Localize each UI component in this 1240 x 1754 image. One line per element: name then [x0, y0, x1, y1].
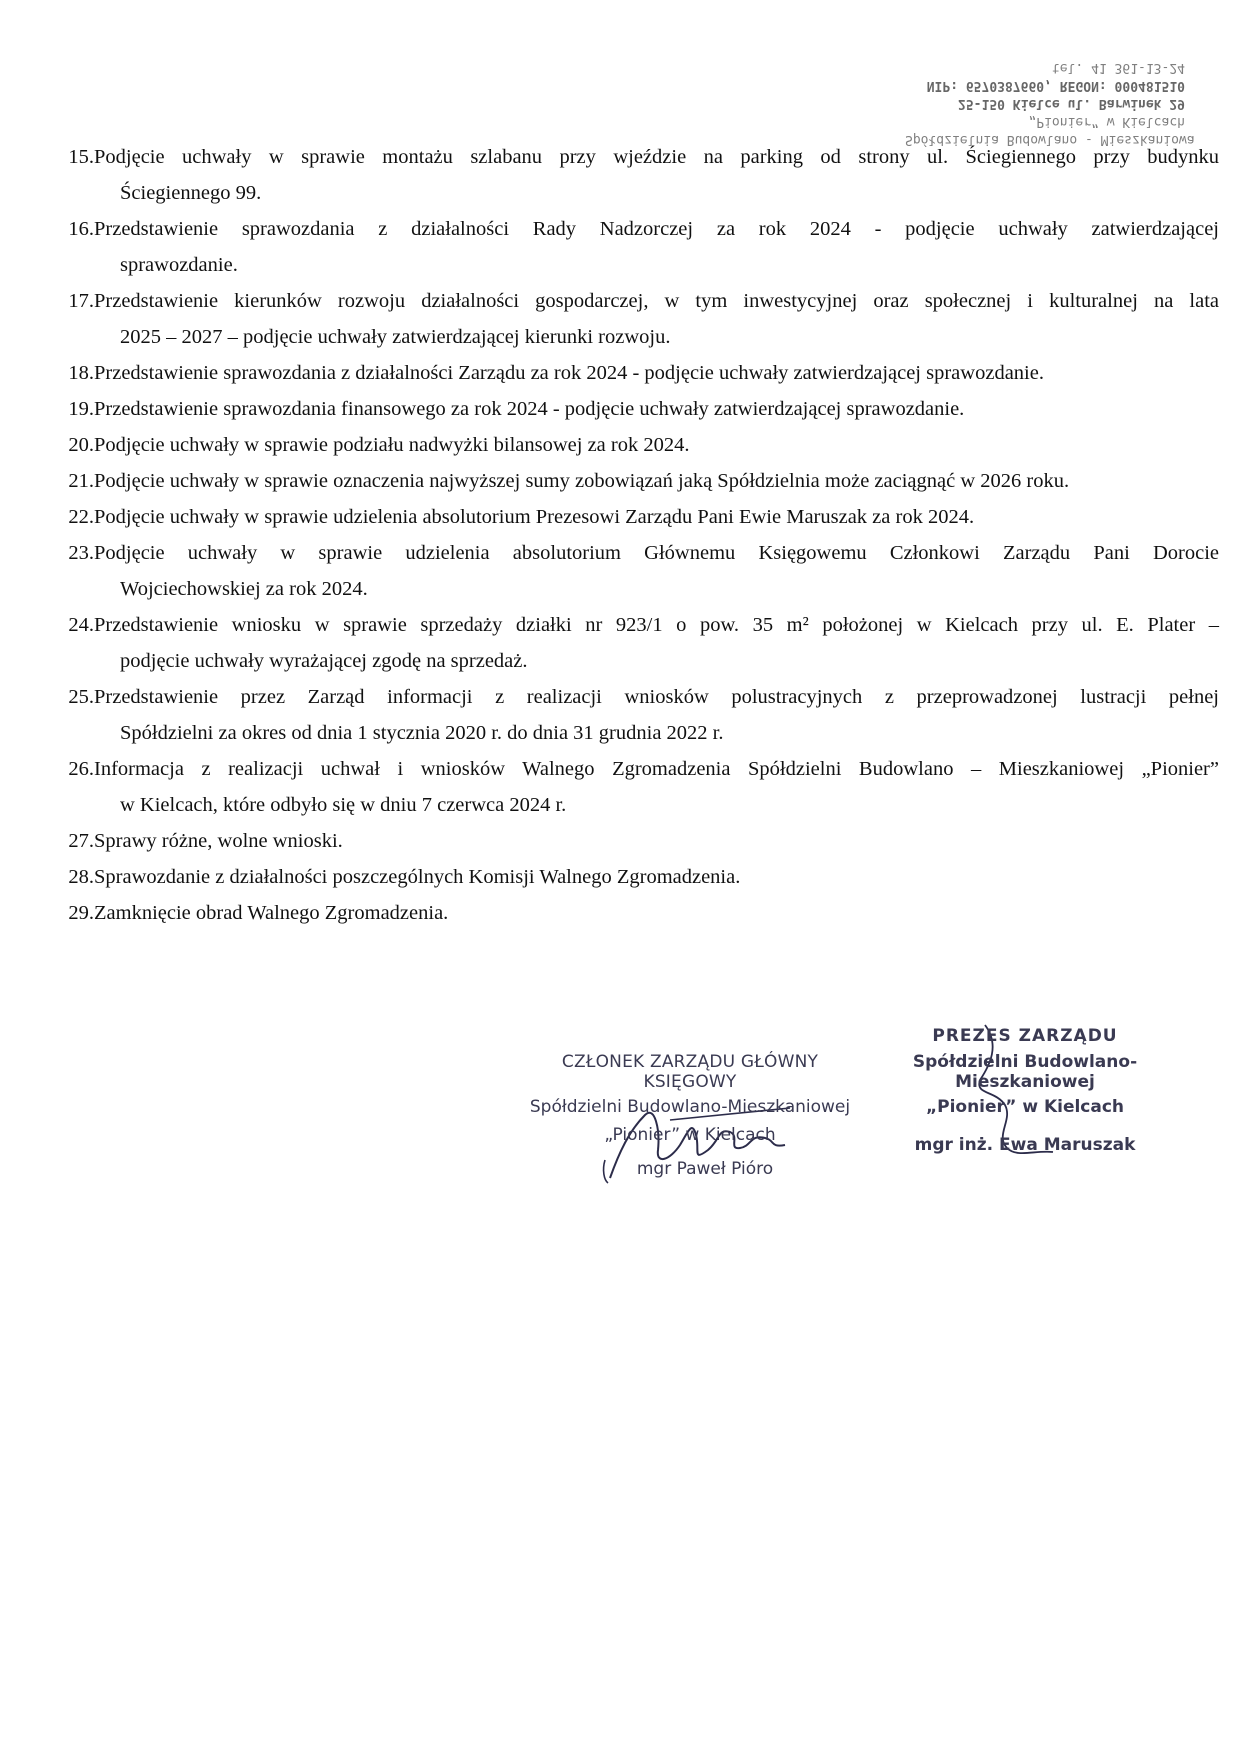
agenda-item-continuation: Spółdzielni za okres od dnia 1 stycznia 2020 r. do dnia 31 grudnia 2022 r. [120, 722, 724, 744]
agenda-item-line: Informacja z realizacji uchwał i wniosków Walnego Zgromadzenia Spółdzielni Budowlano – Mieszkaniowej „Pionier” [94, 758, 1219, 780]
agenda-item [64, 859, 1219, 895]
signature-city: „Pionier” w Kielcach [604, 1125, 776, 1145]
agenda-item [64, 355, 1219, 391]
agenda-item-number: 23. [68, 542, 94, 564]
signature-name: mgr Paweł Pióro [636, 1159, 774, 1179]
agenda-item-line: Przedstawienie wniosku w sprawie sprzedaży działki nr 923/1 o pow. 35 m² położonej w Kielcach przy ul. E. Plater – [94, 614, 1219, 636]
agenda-item-number: 18. [68, 362, 94, 384]
stamp-line-2: „Pionier” w Kielcach [1028, 114, 1185, 129]
agenda-item-text [94, 751, 1219, 823]
signature-role: CZŁONEK ZARZĄDU GŁÓWNY KSIĘGOWY [561, 1052, 819, 1092]
agenda-item-line: Przedstawienie kierunków rozwoju działalności gospodarczej, w tym inwestycyjnej oraz społecznej i kulturalnej na lata [94, 290, 1219, 312]
agenda-item-continuation: podjęcie uchwały wyrażającej zgodę na sprzedaż. [120, 650, 528, 672]
agenda-item [64, 607, 1219, 679]
agenda-item-text [94, 463, 1219, 499]
agenda-item [64, 427, 1219, 463]
agenda-item-number: 21. [68, 470, 94, 492]
agenda-item [64, 823, 1219, 859]
agenda-item-continuation: Wojciechowskiej za rok 2024. [120, 578, 368, 600]
agenda-item-text [94, 355, 1219, 391]
agenda-item-number: 29. [68, 902, 94, 924]
agenda-item-number: 16. [68, 218, 94, 240]
stamp-line-1: Spółdzielnia Budowlano - Mieszkaniowa [905, 132, 1195, 147]
agenda-item-text [94, 895, 1219, 931]
signature-org: Spółdzielni Budowlano-Mieszkaniowej [529, 1097, 851, 1117]
agenda-item [64, 499, 1219, 535]
agenda-item-text [94, 535, 1219, 607]
agenda-item-text [94, 283, 1219, 355]
agenda-item-number: 17. [68, 290, 94, 312]
agenda-item [64, 463, 1219, 499]
agenda-item-line: Podjęcie uchwały w sprawie udzielenia absolutorium Prezesowi Zarządu Pani Ewie Maruszak za rok 2024. [94, 506, 975, 528]
agenda-item-line: Przedstawienie przez Zarząd informacji z realizacji wniosków polustracyjnych z przeprowadzonej lustracji pełnej [94, 686, 1219, 708]
agenda-item-text [94, 139, 1219, 211]
stamp-line-5: tel. 41 361-13-24 [1051, 60, 1185, 75]
agenda-item-number: 19. [68, 398, 94, 420]
agenda-item-text [94, 679, 1219, 751]
agenda-item-number: 27. [68, 830, 94, 852]
agenda-item-continuation: Ściegiennego 99. [120, 182, 262, 204]
signature-block-president [880, 1026, 1170, 1155]
agenda-item-line: Podjęcie uchwały w sprawie podziału nadwyżki bilansowej za rok 2024. [94, 434, 690, 456]
signature-name: mgr inż. Ewa Maruszak [914, 1135, 1136, 1155]
signature-block-chief-accountant [520, 1052, 860, 1179]
agenda-item-text [94, 391, 1219, 427]
agenda-item-line: Sprawozdanie z działalności poszczególnych Komisji Walnego Zgromadzenia. [94, 866, 741, 888]
agenda-item-line: Podjęcie uchwały w sprawie udzielenia absolutorium Głównemu Księgowemu Członkowi Zarządu Pani Dorocie [94, 542, 1219, 564]
agenda-item-line: Przedstawienie sprawozdania z działalności Rady Nadzorczej za rok 2024 - podjęcie uchwały zatwierdzającej [94, 218, 1219, 240]
agenda-list [64, 139, 1219, 931]
agenda-item-number: 22. [68, 506, 94, 528]
company-stamp [905, 58, 1195, 148]
agenda-item-line: Sprawy różne, wolne wnioski. [94, 830, 343, 852]
agenda-item-line: Podjęcie uchwały w sprawie montażu szlabanu przy wjeździe na parking od strony ul. Ściegiennego przy budynku [94, 146, 1219, 168]
agenda-item-line: Zamknięcie obrad Walnego Zgromadzenia. [94, 902, 449, 924]
agenda-item [64, 139, 1219, 211]
stamp-line-4: NIP: 6570387660, REGON: 000481510 [926, 78, 1185, 93]
agenda-item-line: Podjęcie uchwały w sprawie oznaczenia najwyższej sumy zobowiązań jaką Spółdzielnia może zaciągnąć w 2026 roku. [94, 470, 1070, 492]
agenda-item-text [94, 607, 1219, 679]
agenda-item-continuation: 2025 – 2027 – podjęcie uchwały zatwierdzającej kierunki rozwoju. [120, 326, 671, 348]
agenda-item [64, 751, 1219, 823]
signature-role: PREZES ZARZĄDU [932, 1026, 1118, 1046]
agenda-item [64, 679, 1219, 751]
agenda-item-text [94, 499, 1219, 535]
agenda-item [64, 391, 1219, 427]
agenda-item-text [94, 859, 1219, 895]
agenda-item-number: 15. [68, 146, 94, 168]
agenda-item [64, 211, 1219, 283]
agenda-item-number: 20. [68, 434, 94, 456]
agenda-item-line: Przedstawienie sprawozdania z działalności Zarządu za rok 2024 - podjęcie uchwały zatwierdzającej sprawozdanie. [94, 362, 1044, 384]
agenda-item-number: 24. [68, 614, 94, 636]
agenda-item-text [94, 211, 1219, 283]
signature-org: Spółdzielni Budowlano-Mieszkaniowej [912, 1052, 1138, 1092]
stamp-line-3: 25-150 Kielce ul. Barwinek 29 [958, 96, 1185, 111]
agenda-item-text [94, 823, 1219, 859]
agenda-item-continuation: sprawozdanie. [120, 254, 238, 276]
agenda-item [64, 895, 1219, 931]
agenda-item-number: 26. [68, 758, 94, 780]
signature-city: „Pionier” w Kielcach [925, 1097, 1125, 1117]
agenda-item-number: 28. [68, 866, 94, 888]
agenda-item-number: 25. [68, 686, 94, 708]
agenda-item [64, 283, 1219, 355]
agenda-item [64, 535, 1219, 607]
agenda-item-line: Przedstawienie sprawozdania finansowego za rok 2024 - podjęcie uchwały zatwierdzającej sprawozdanie. [94, 398, 965, 420]
agenda-item-text [94, 427, 1219, 463]
agenda-item-continuation: w Kielcach, które odbyło się w dniu 7 czerwca 2024 r. [120, 794, 567, 816]
